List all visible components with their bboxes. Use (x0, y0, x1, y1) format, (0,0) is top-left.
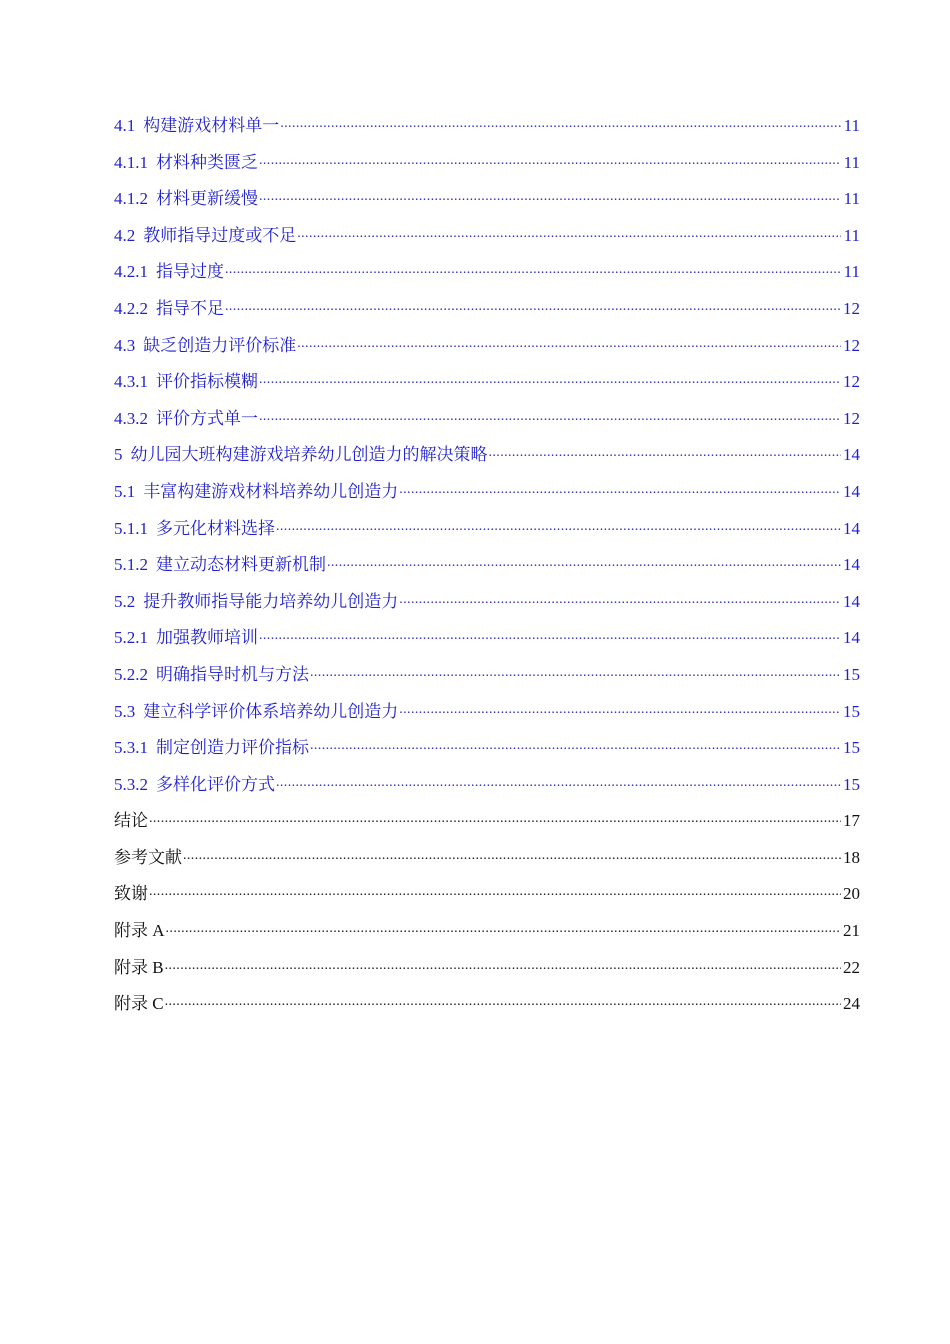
dot-leader (259, 367, 841, 387)
dot-leader (165, 952, 841, 972)
table-of-contents (114, 108, 860, 1023)
toc-entry-number: 5.3.2 (114, 774, 148, 794)
toc-entry[interactable] (114, 803, 860, 840)
toc-entry[interactable] (114, 876, 860, 913)
dot-leader (297, 220, 841, 240)
toc-entry[interactable] (114, 730, 860, 767)
toc-entry[interactable] (114, 511, 860, 548)
toc-entry[interactable] (114, 145, 860, 182)
toc-entry-page-number: 22 (843, 957, 860, 977)
toc-entry-page-number: 11 (843, 189, 860, 209)
toc-entry-page-number: 15 (843, 738, 860, 758)
toc-entry[interactable] (114, 657, 860, 694)
toc-entry-title: 缺乏创造力评价标准 (143, 335, 297, 355)
toc-entry-title: 评价指标模糊 (156, 372, 258, 392)
toc-entry[interactable] (114, 950, 860, 987)
dot-leader (225, 294, 841, 314)
toc-entry-page-number: 14 (843, 445, 860, 465)
toc-entry-page-number: 24 (843, 994, 860, 1014)
toc-entry[interactable] (114, 364, 860, 401)
toc-entry-number: 4.2.2 (114, 298, 148, 318)
toc-entry-title: 结论 (114, 811, 148, 831)
toc-entry[interactable] (114, 108, 860, 145)
dot-leader (399, 477, 841, 497)
toc-entry-page-number: 11 (843, 262, 860, 282)
toc-entry-number: 4.3.1 (114, 372, 148, 392)
toc-entry-title: 附录 C (114, 994, 164, 1014)
toc-entry-title: 评价方式单一 (156, 408, 258, 428)
toc-entry-page-number: 11 (843, 152, 860, 172)
dot-leader (489, 440, 842, 460)
toc-entry-page-number: 15 (843, 701, 860, 721)
toc-entry-title: 致谢 (114, 884, 148, 904)
toc-entry-number: 5.1.1 (114, 518, 148, 538)
toc-entry-title: 建立科学评价体系培养幼儿创造力 (143, 701, 399, 721)
toc-entry-number: 5.3 (114, 701, 136, 721)
dot-leader (166, 916, 841, 936)
toc-entry-page-number: 11 (843, 225, 860, 245)
toc-entry-title: 指导不足 (156, 298, 224, 318)
dot-leader (297, 330, 841, 350)
dot-leader (183, 842, 841, 862)
toc-entry-page-number: 12 (843, 372, 860, 392)
toc-entry-title: 教师指导过度或不足 (143, 225, 297, 245)
dot-leader (399, 696, 841, 716)
dot-leader (310, 733, 841, 753)
toc-entry[interactable] (114, 620, 860, 657)
toc-entry[interactable] (114, 547, 860, 584)
toc-entry-page-number: 17 (843, 811, 860, 831)
toc-entry[interactable] (114, 913, 860, 950)
toc-entry-page-number: 20 (843, 884, 860, 904)
dot-leader (149, 806, 841, 826)
dot-leader (259, 403, 841, 423)
toc-entry-title: 构建游戏材料单一 (143, 116, 280, 135)
toc-entry-number: 5.2 (114, 591, 136, 611)
toc-entry-number: 4.3 (114, 335, 136, 355)
dot-leader (225, 257, 841, 277)
toc-entry-number: 4.3.2 (114, 408, 148, 428)
toc-entry[interactable] (114, 437, 860, 474)
toc-entry[interactable] (114, 767, 860, 804)
toc-entry-page-number: 11 (843, 116, 860, 135)
toc-entry-title: 加强教师培训 (156, 628, 258, 648)
dot-leader (280, 111, 841, 131)
toc-entry[interactable] (114, 254, 860, 291)
toc-entry-title: 明确指导时机与方法 (156, 664, 309, 684)
toc-entry-page-number: 14 (843, 628, 860, 648)
toc-entry-number: 5.2.1 (114, 628, 148, 648)
toc-entry[interactable] (114, 986, 860, 1023)
dot-leader (165, 989, 841, 1009)
toc-entry-number: 5.1 (114, 481, 136, 501)
toc-entry-number: 4.2 (114, 225, 136, 245)
toc-entry[interactable] (114, 584, 860, 621)
toc-entry-number: 5.1.2 (114, 555, 148, 575)
dot-leader (276, 769, 841, 789)
dot-leader (310, 660, 841, 680)
toc-entry-number: 4.1 (114, 116, 136, 135)
toc-entry-page-number: 14 (843, 555, 860, 575)
toc-entry-title: 提升教师指导能力培养幼儿创造力 (143, 591, 399, 611)
toc-entry-page-number: 12 (843, 408, 860, 428)
toc-entry-number: 4.1.1 (114, 152, 148, 172)
toc-entry-title: 附录 B (114, 957, 164, 977)
dot-leader (399, 586, 841, 606)
toc-entry-title: 丰富构建游戏材料培养幼儿创造力 (143, 481, 399, 501)
toc-entry-title: 材料种类匮乏 (156, 152, 258, 172)
toc-entry-page-number: 12 (843, 335, 860, 355)
dot-leader (327, 550, 841, 570)
toc-entry-title: 材料更新缓慢 (156, 189, 258, 209)
dot-leader (259, 623, 841, 643)
toc-entry-number: 4.2.1 (114, 262, 148, 282)
toc-entry-title: 幼儿园大班构建游戏培养幼儿创造力的解决策略 (130, 445, 488, 465)
toc-entry[interactable] (114, 328, 860, 365)
toc-entry-page-number: 14 (843, 518, 860, 538)
toc-entry-page-number: 12 (843, 298, 860, 318)
toc-entry[interactable] (114, 181, 860, 218)
toc-entry-title: 建立动态材料更新机制 (156, 555, 326, 575)
toc-entry-title: 指导过度 (156, 262, 224, 282)
toc-entry-page-number: 14 (843, 481, 860, 501)
toc-entry[interactable] (114, 291, 860, 328)
toc-entry-number: 5.2.2 (114, 664, 148, 684)
toc-entry-number: 5 (114, 445, 123, 465)
toc-entry[interactable] (114, 694, 860, 731)
toc-entry-title: 多元化材料选择 (156, 518, 275, 538)
toc-entry-number: 4.1.2 (114, 189, 148, 209)
dot-leader (149, 879, 841, 899)
toc-entry[interactable] (114, 840, 860, 877)
toc-entry-number: 5.3.1 (114, 738, 148, 758)
toc-entry-title: 附录 A (114, 921, 165, 941)
dot-leader (276, 513, 841, 533)
toc-entry[interactable] (114, 218, 860, 255)
toc-entry-title: 多样化评价方式 (156, 774, 275, 794)
dot-leader (259, 184, 841, 204)
toc-entry-title: 参考文献 (114, 847, 182, 867)
toc-entry[interactable] (114, 401, 860, 438)
toc-entry-page-number: 15 (843, 664, 860, 684)
toc-entry[interactable] (114, 474, 860, 511)
toc-entry-page-number: 21 (843, 921, 860, 941)
toc-entry-page-number: 18 (843, 847, 860, 867)
toc-entry-page-number: 15 (843, 774, 860, 794)
dot-leader (259, 147, 841, 167)
toc-entry-title: 制定创造力评价指标 (156, 738, 309, 758)
toc-entry-page-number: 14 (843, 591, 860, 611)
